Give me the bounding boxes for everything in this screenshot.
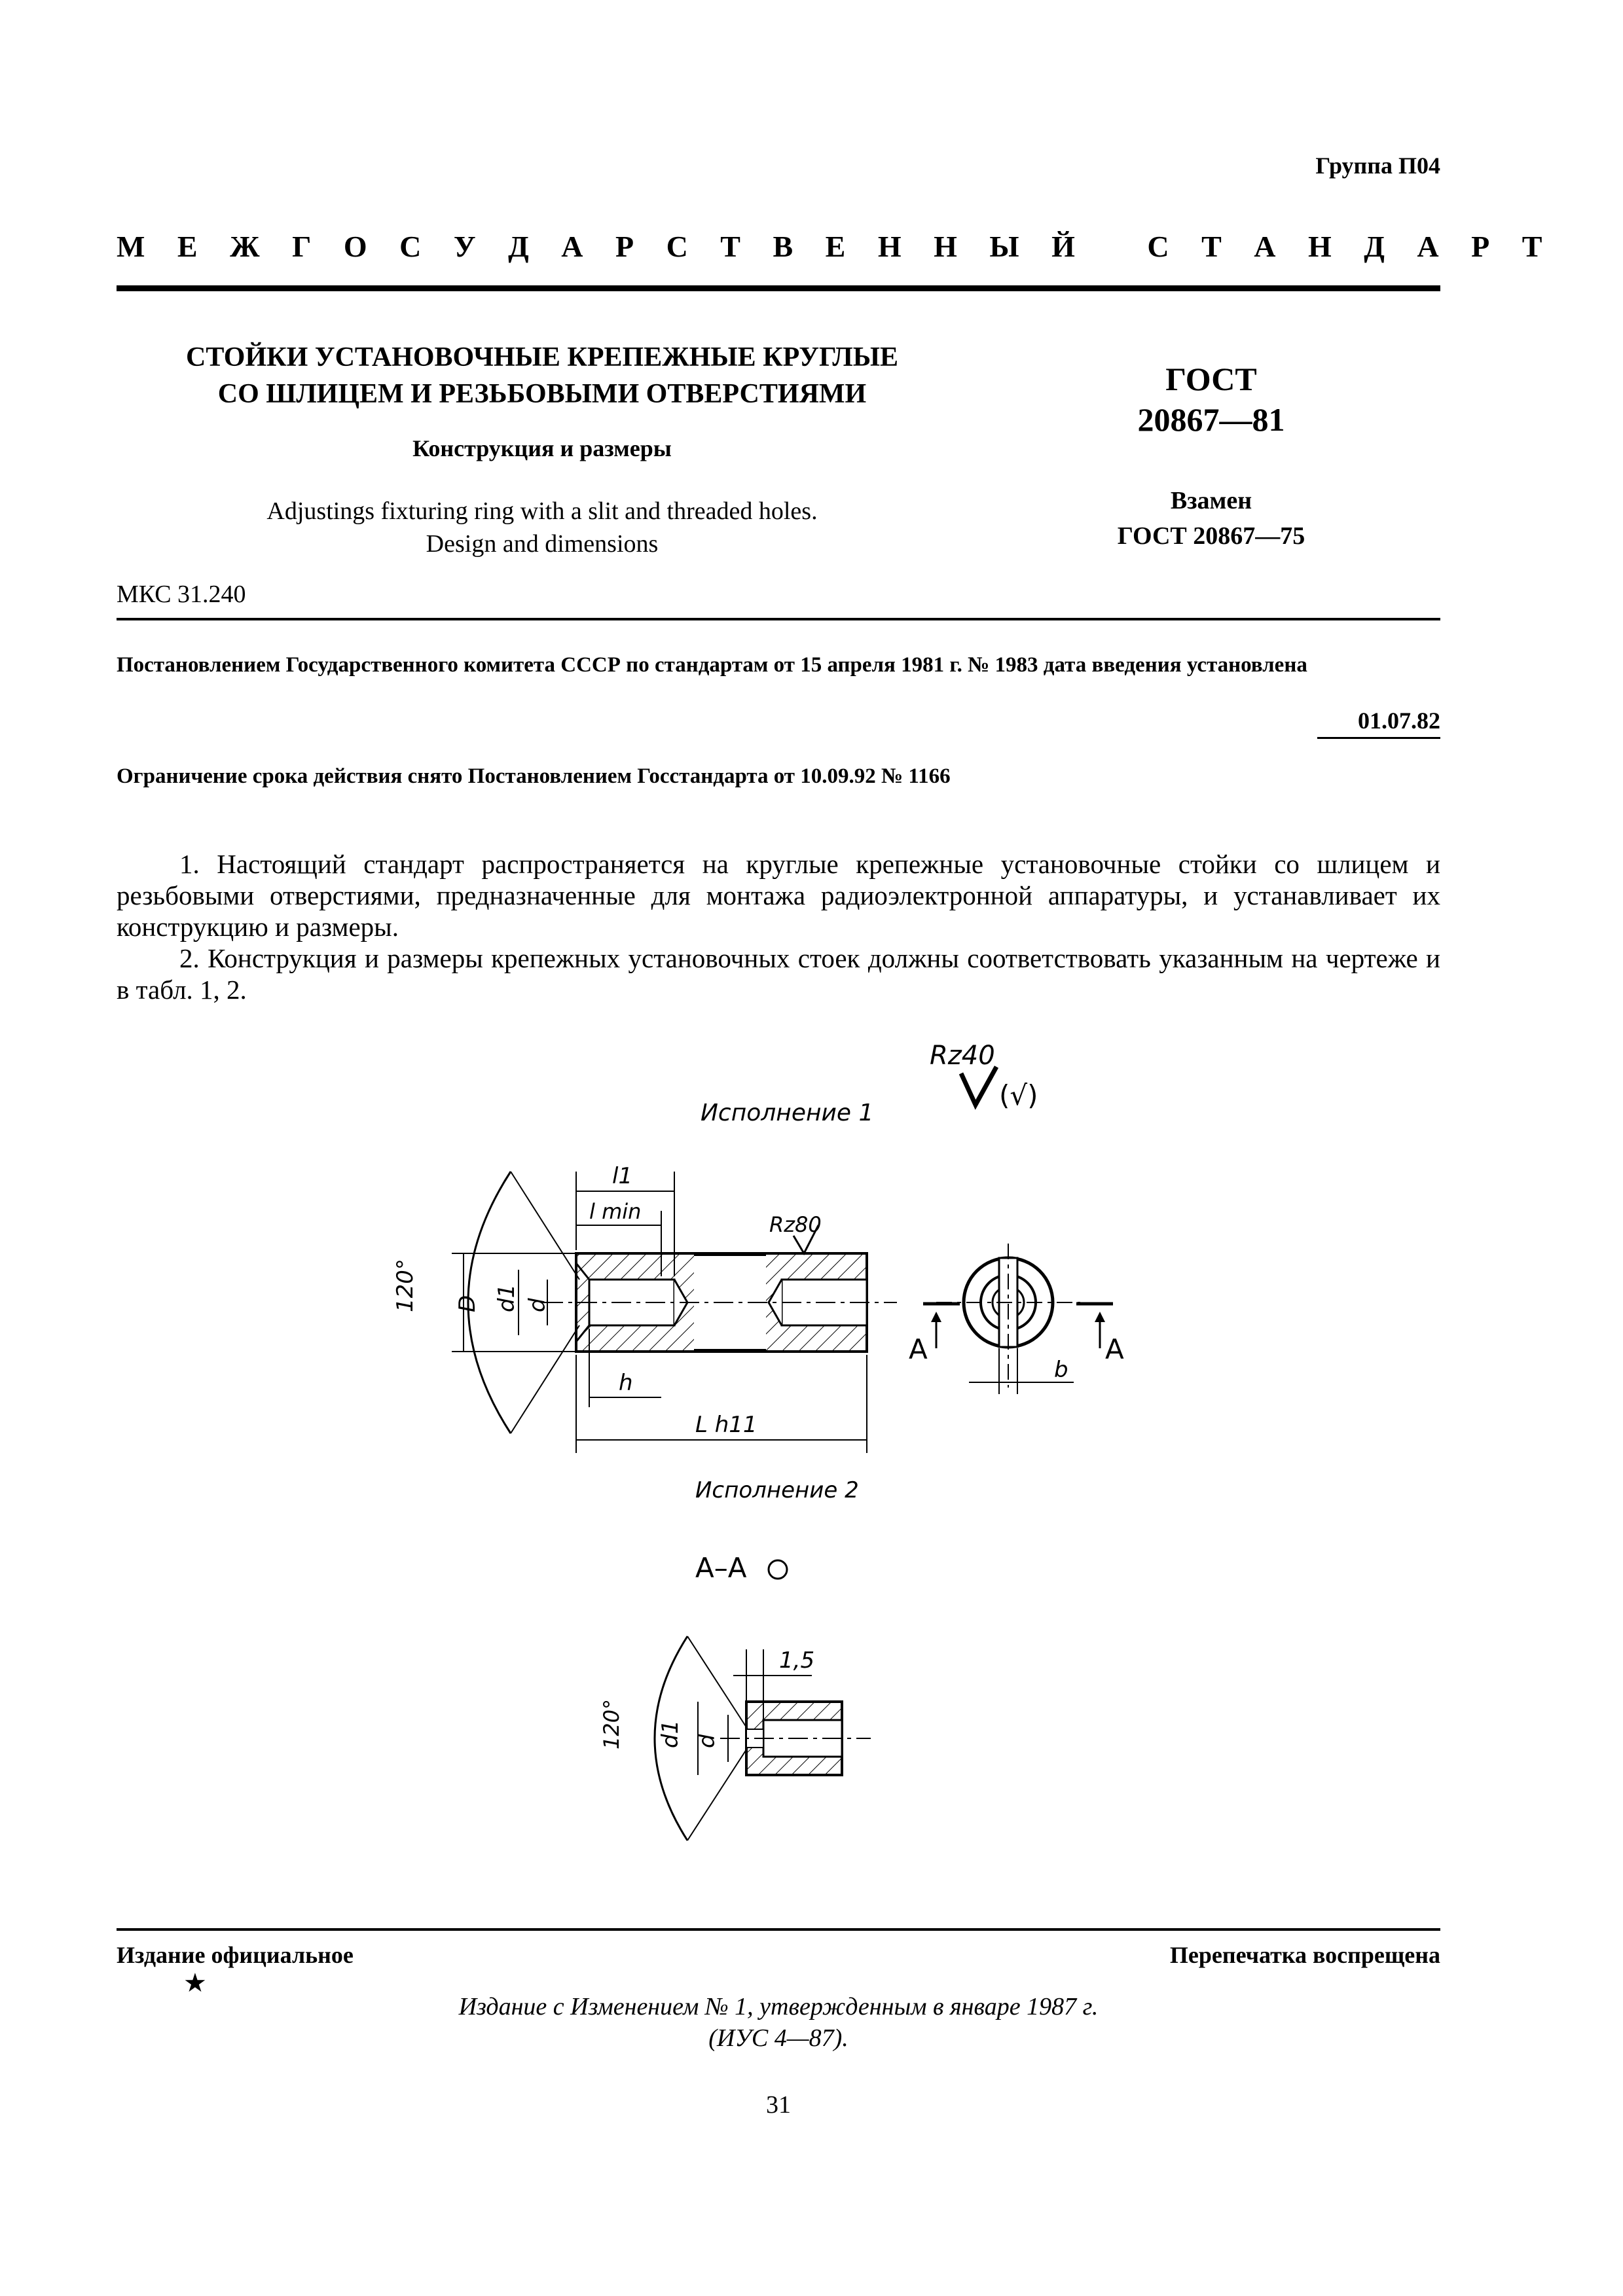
- standard-banner: М Е Ж Г О С У Д А Р С Т В Е Н Н Ы Й С Т А Н Д А Р Т: [117, 230, 1555, 263]
- dim-l1-label: l1: [612, 1163, 633, 1189]
- footer-rule: [117, 1928, 1440, 1931]
- paragraph-2: 2. Конструкция и размеры крепежных установочных стоек должны соответствовать указанным на чертеже и в табл. 1, 2.: [117, 943, 1440, 1005]
- english-title-line-1: Adjustings fixturing ring with a slit and threaded holes.: [266, 497, 818, 525]
- rz80-label: Rz80: [769, 1212, 822, 1237]
- title-line-1: СТОЙКИ УСТАНОВОЧНЫЕ КРЕПЕЖНЫЕ КРУГЛЫЕ: [186, 342, 898, 372]
- title-line-2: СО ШЛИЦЕМ И РЕЗЬБОВЫМИ ОТВЕРСТИЯМИ: [217, 379, 867, 409]
- roughness-mark: (√): [999, 1079, 1038, 1111]
- rz40-label: Rz40: [930, 1041, 995, 1071]
- edition-note-line-1: Издание с Изменением № 1, утвержденным в январе 1987 г.: [458, 1993, 1099, 2020]
- dim-1-5-label: 1,5: [779, 1647, 815, 1674]
- decree-text: Постановлением Государственного комитета СССР по стандартам от 15 апреля 1981 г. № 1983 дата введения установлена: [117, 653, 1307, 677]
- end-view: [923, 1244, 1113, 1394]
- dim-D-label: D: [454, 1295, 481, 1312]
- dim-d-label-2: d: [694, 1734, 720, 1748]
- mks-code: МКС 31.240: [117, 581, 246, 608]
- angle-label-2: 120°: [599, 1698, 624, 1749]
- rotation-icon: [769, 1560, 787, 1579]
- angle-label: 120°: [392, 1259, 418, 1312]
- section-view: [655, 1636, 871, 1840]
- gost-label: ГОСТ: [1165, 361, 1257, 397]
- dim-lmin-label: l min: [589, 1199, 642, 1224]
- section-mark-left: А: [909, 1333, 928, 1365]
- dim-d1-label: d1: [494, 1283, 520, 1312]
- star-icon: ★: [183, 1968, 207, 1998]
- dim-b-label: b: [1054, 1357, 1068, 1383]
- replaces-label: Взамен: [1170, 487, 1252, 514]
- reprint-prohibited: Перепечатка воспрещена: [1169, 1942, 1440, 1968]
- edition-note-line-2: (ИУС 4—87).: [708, 2024, 848, 2052]
- section-mark-right: А: [1105, 1333, 1124, 1365]
- section-label: А–А: [695, 1552, 747, 1584]
- edition-note: [117, 1991, 1440, 2054]
- dim-d1-label-2: d1: [657, 1719, 684, 1748]
- page-number: 31: [766, 2091, 791, 2119]
- execution-1-label: Исполнение 1: [701, 1100, 874, 1126]
- group-code: Группа П04: [1315, 152, 1440, 179]
- dim-d-label: d: [524, 1298, 551, 1312]
- execution-2-label: Исполнение 2: [695, 1477, 859, 1503]
- dim-h-label: h: [619, 1370, 633, 1396]
- introduction-date: 01.07.82: [1358, 708, 1440, 734]
- replaces-standard: ГОСТ 20867—75: [1117, 522, 1305, 550]
- dim-L-label: L h11: [695, 1412, 757, 1438]
- official-edition: Издание официальное: [117, 1942, 354, 1968]
- roughness-check-icon: [961, 1067, 996, 1105]
- english-title-line-2: Design and dimensions: [426, 530, 659, 558]
- limitation-text: Ограничение срока действия снято Постановлением Госстандарта от 10.09.92 № 1166: [117, 764, 951, 788]
- gost-number: 20867—81: [1137, 401, 1285, 438]
- subtitle: Конструкция и размеры: [412, 435, 672, 461]
- paragraph-1: 1. Настоящий стандарт распространяется на круглые крепежные установочные стойки со шлицем и резьбовыми отверстиями, предназначенные для монтажа радиоэлектронной аппаратуры, и устанавливает их конструкцию и размеры.: [117, 849, 1440, 942]
